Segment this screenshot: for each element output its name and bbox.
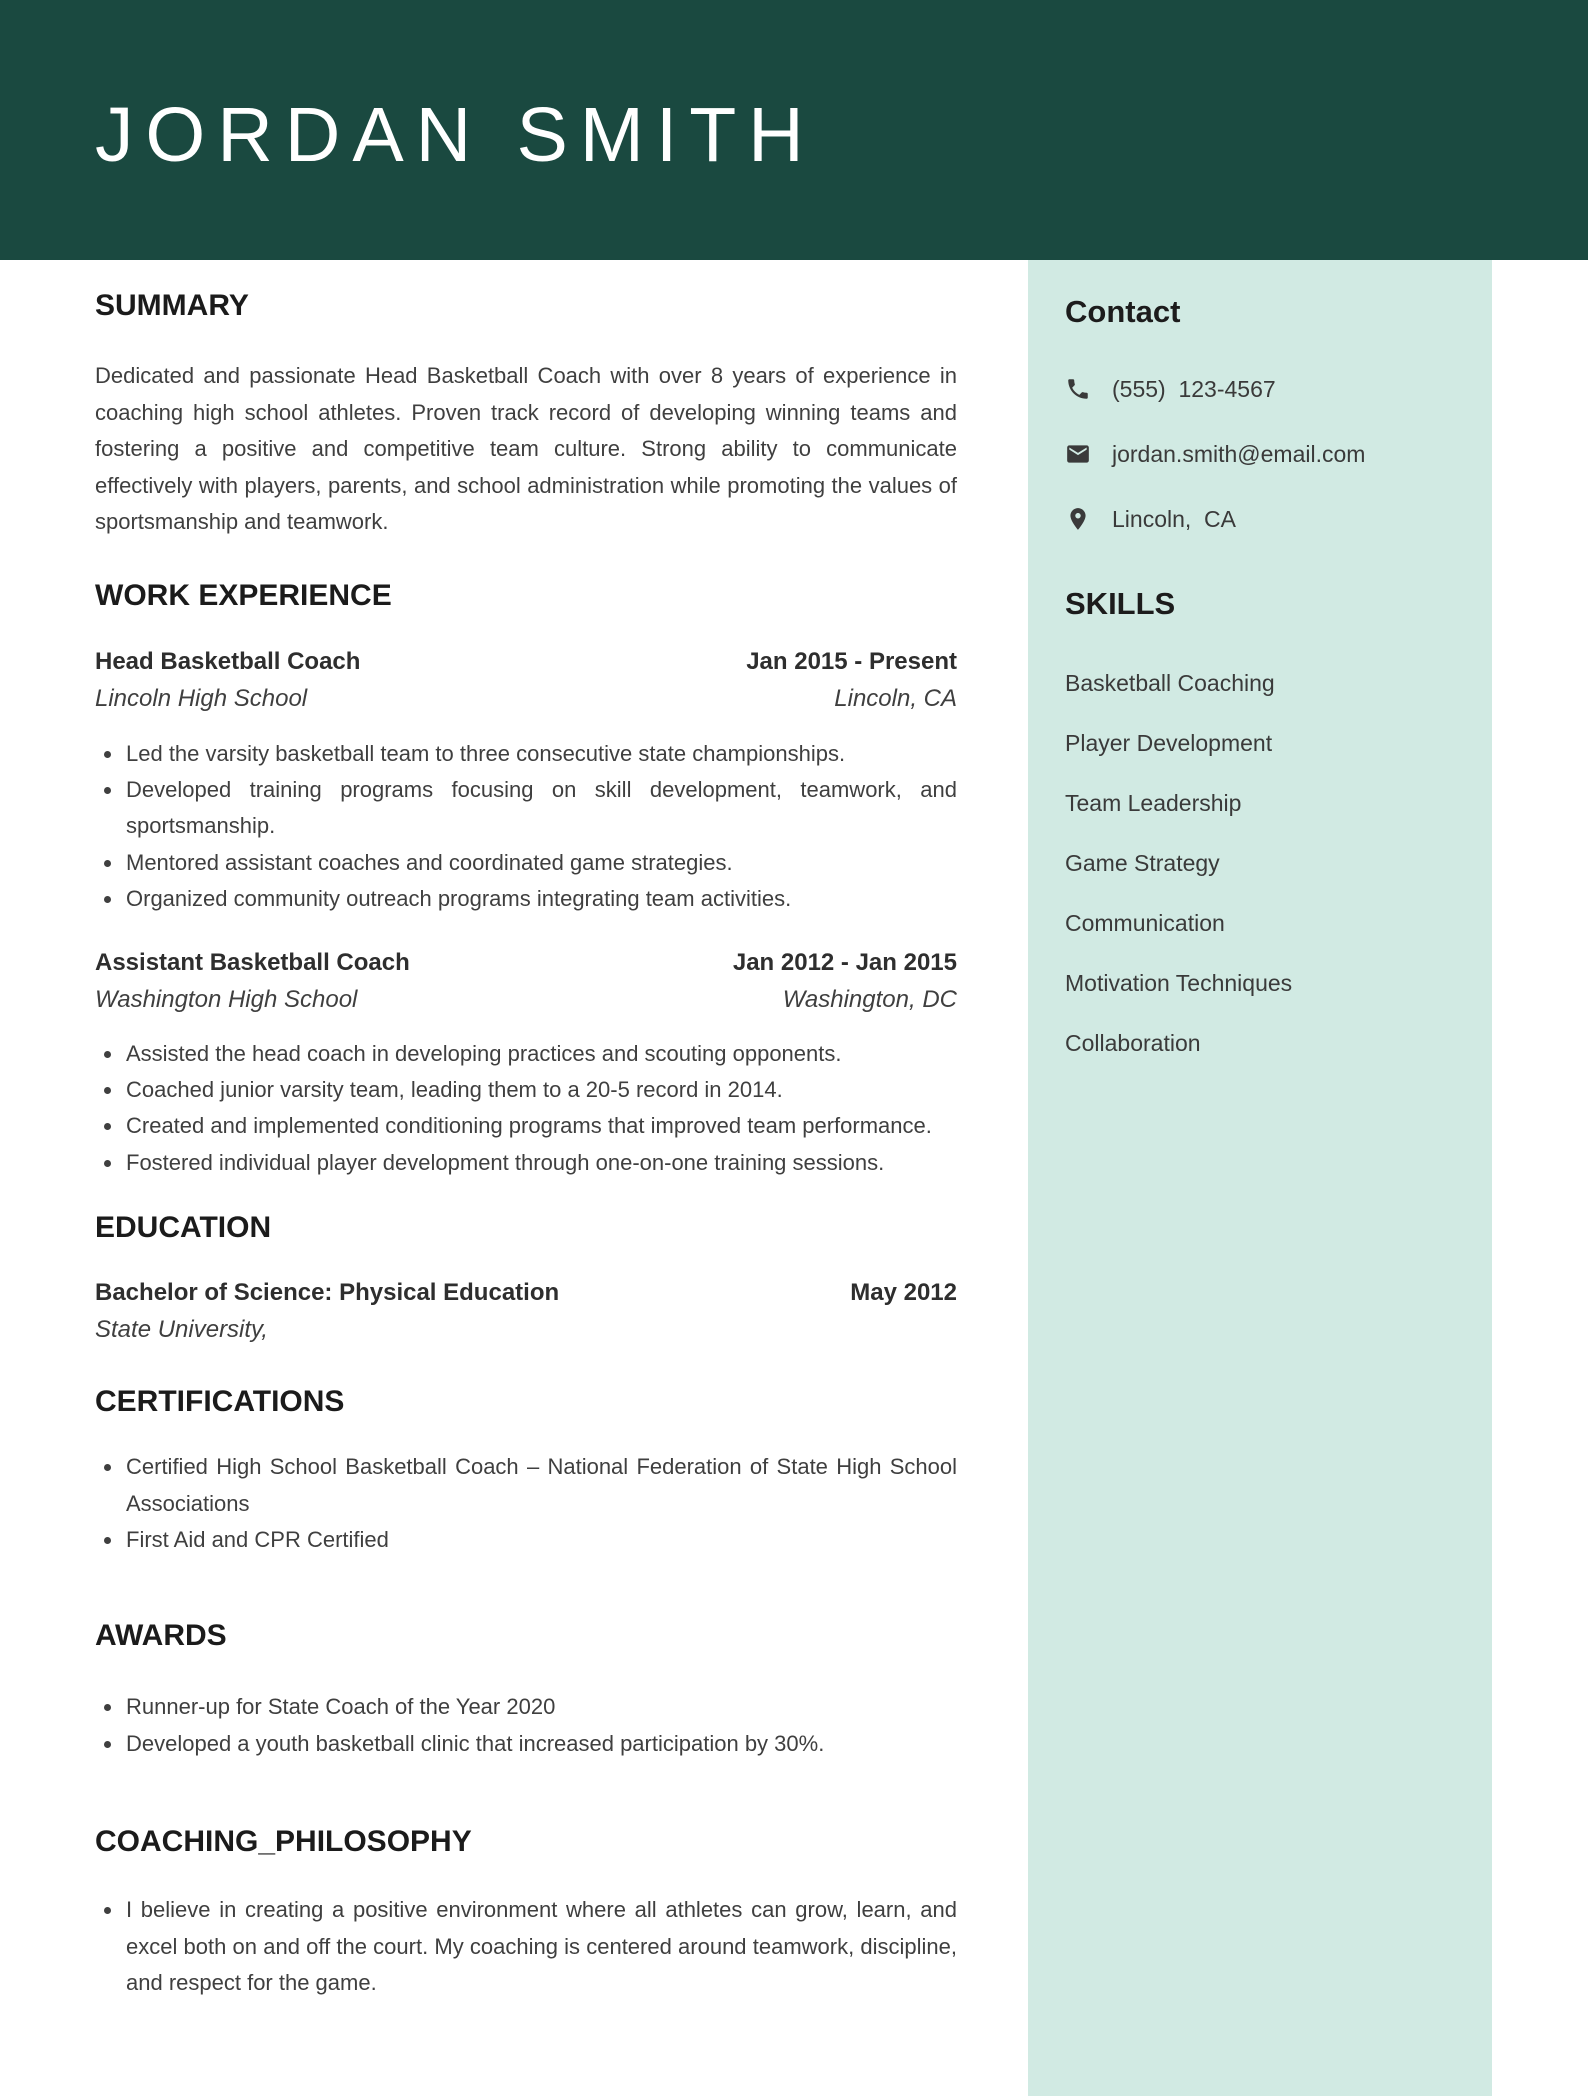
contact-location-row xyxy=(1065,505,1462,533)
job-entry-subheader xyxy=(95,684,957,714)
header-band xyxy=(0,0,1588,260)
skill-item: Game Strategy xyxy=(1065,850,1220,876)
award-bullet: • Developed a youth basketball clinic that increased participation by 30%. xyxy=(124,1726,957,1762)
degree-date: May 2012 xyxy=(850,1279,957,1307)
skill-item: Collaboration xyxy=(1065,1030,1201,1056)
skill-item: Basketball Coaching xyxy=(1065,670,1275,696)
sidebar xyxy=(1028,260,1492,2096)
coaching-philosophy-section xyxy=(95,1824,957,2001)
skills-heading: SKILLS xyxy=(1065,586,1176,621)
coaching-philosophy-heading: COACHING_PHILOSOPHY xyxy=(95,1825,472,1859)
philosophy-list xyxy=(95,1892,957,2001)
job-location: Lincoln, CA xyxy=(834,684,957,712)
job-title: Assistant Basketball Coach xyxy=(95,948,410,976)
work-experience-heading: WORK EXPERIENCE xyxy=(95,578,392,612)
resume-name: JORDAN SMITH xyxy=(95,91,816,178)
contact-heading: Contact xyxy=(1065,294,1181,329)
awards-section xyxy=(95,1618,957,1762)
contact-email-row xyxy=(1065,440,1462,468)
certifications-section xyxy=(95,1384,957,1558)
philosophy-bullet: • I believe in creating a positive environment where all athletes can grow, learn, and excel both on and off the court. My coaching is centered around teamwork, discipline, and respect for the game. xyxy=(124,1892,957,2001)
job-bullet-list xyxy=(95,1036,957,1182)
certification-list xyxy=(95,1449,957,1558)
job-company: Washington High School xyxy=(95,985,358,1013)
award-bullet: • Runner-up for State Coach of the Year 2020 xyxy=(124,1689,957,1725)
contact-email-value: jordan.smith@email.com xyxy=(1112,441,1366,467)
job-bullet-list xyxy=(95,736,957,918)
job-entry-header xyxy=(95,948,957,978)
education-entry-subheader xyxy=(95,1315,957,1345)
summary-text: Dedicated and passionate Head Basketball Coach with over 8 years of experience in coaching high school athletes. Proven track record of developing winning teams and fostering a positive and competitive team culture. Strong ability to communicate effectively with players, parents, and school administration while promoting the values of sportsmanship and teamwork. xyxy=(95,363,957,534)
degree-title: Bachelor of Science: Physical Education xyxy=(95,1279,560,1307)
education-heading: EDUCATION xyxy=(95,1211,272,1245)
skill-item: Communication xyxy=(1065,910,1225,936)
certifications-heading: CERTIFICATIONS xyxy=(95,1385,345,1419)
location-icon xyxy=(1065,506,1091,532)
skill-item: Team Leadership xyxy=(1065,790,1242,816)
email-icon xyxy=(1065,441,1091,467)
certification-bullet: • First Aid and CPR Certified xyxy=(124,1522,957,1558)
job-bullet: • Created and implemented conditioning programs that improved team performance. xyxy=(124,1108,957,1144)
skill-item: Motivation Techniques xyxy=(1065,970,1293,996)
job-entry-subheader xyxy=(95,985,957,1015)
job-bullet: • Assisted the head coach in developing practices and scouting opponents. xyxy=(124,1036,957,1072)
work-experience-section xyxy=(95,578,957,1182)
contact-phone-value: (555) 123-4567 xyxy=(1112,376,1276,402)
phone-icon xyxy=(1065,376,1091,402)
job-bullet: • Led the varsity basketball team to three consecutive state championships. xyxy=(124,736,957,772)
awards-heading: AWARDS xyxy=(95,1619,227,1653)
job-bullet: • Mentored assistant coaches and coordinated game strategies. xyxy=(124,845,957,881)
job-bullet: • Organized community outreach programs integrating team activities. xyxy=(124,881,957,917)
contact-location-value: Lincoln, CA xyxy=(1112,506,1237,532)
job-company: Lincoln High School xyxy=(95,684,308,712)
award-list xyxy=(95,1689,957,1762)
contact-list xyxy=(1065,375,1462,533)
job-dates: Jan 2015 - Present xyxy=(746,647,957,675)
education-entry-header xyxy=(95,1278,957,1308)
summary-heading: SUMMARY xyxy=(95,289,249,322)
job-bullet: • Coached junior varsity team, leading them to a 20-5 record in 2014. xyxy=(124,1072,957,1108)
job-bullet: • Fostered individual player development through one-on-one training sessions. xyxy=(124,1145,957,1181)
school-name: State University, xyxy=(95,1316,268,1344)
job-title: Head Basketball Coach xyxy=(95,647,361,675)
job-bullet: • Developed training programs focusing on skill development, teamwork, and sportsmanship. xyxy=(124,772,957,845)
certification-bullet: • Certified High School Basketball Coach – National Federation of State High School Associations xyxy=(124,1449,957,1522)
job-dates: Jan 2012 - Jan 2015 xyxy=(732,948,957,976)
job-location: Washington, DC xyxy=(782,985,957,1013)
summary-section xyxy=(95,288,957,541)
skills-list xyxy=(1065,669,1462,1057)
education-section xyxy=(95,1210,957,1345)
contact-phone-row xyxy=(1065,375,1462,403)
job-entry-header xyxy=(95,647,957,677)
main-content xyxy=(95,260,957,2001)
skill-item: Player Development xyxy=(1065,730,1273,756)
